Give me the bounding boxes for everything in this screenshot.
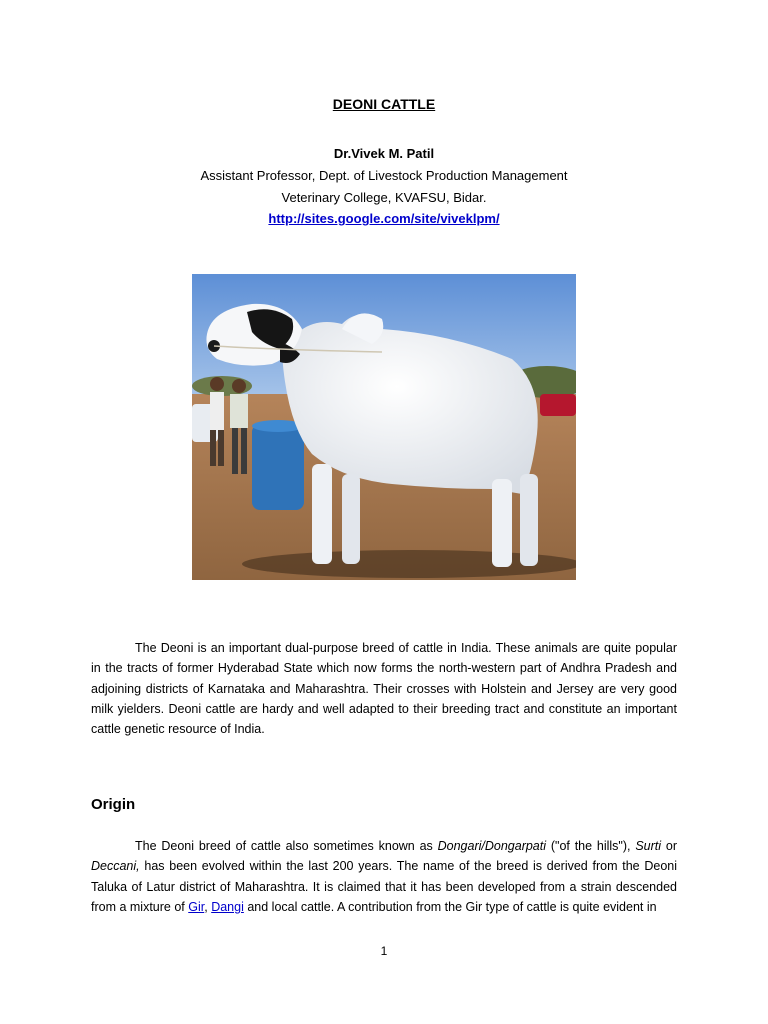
- page-number: 1: [380, 944, 388, 958]
- origin-paragraph: [91, 836, 677, 917]
- origin-text-2: ("of the hills"),: [546, 839, 636, 853]
- deoni-bull-photo: [192, 274, 576, 580]
- author-institution: Veterinary College, KVAFSU, Bidar.: [281, 190, 487, 205]
- author-url-link[interactable]: http://sites.google.com/site/viveklpm/: [268, 211, 500, 226]
- alt-name-surti: Surti: [635, 839, 662, 853]
- intro-paragraph: [91, 638, 677, 739]
- alt-name-dongari: Dongari/Dongarpati: [437, 839, 547, 853]
- origin-text-1: The Deoni breed of cattle also sometimes known as: [135, 839, 438, 853]
- intro-paragraph-text: The Deoni is an important dual-purpose breed of cattle in India. These animals are quite popular in the tracts of former Hyderabad State which now forms the north-western part of Andhra Pradesh and adjoining districts of Karnataka and Maharashtra. Their crosses with Holstein and Jersey are very good milk yielders. Deoni cattle are hardy and well adapted to their breeding tract and constitute an important cattle genetic resource of India.: [91, 641, 677, 737]
- origin-text-4: has been evolved within the last 200 years. The name of the breed is derived from the Deoni Taluka of Latur district of Maharashtra. It is claimed that it has been developed from a strain descended from a mixture of: [91, 859, 677, 914]
- gir-link[interactable]: Gir: [188, 899, 205, 914]
- dangi-link[interactable]: Dangi: [211, 899, 244, 914]
- document-title: DEONI CATTLE: [332, 96, 436, 112]
- author-url-line: [0, 211, 768, 226]
- origin-heading: Origin: [91, 796, 136, 813]
- alt-name-deccani: Deccani,: [91, 859, 140, 874]
- origin-text-3: or: [661, 839, 677, 853]
- origin-text-6: and local cattle. A contribution from the Gir type of cattle is quite evident in: [243, 899, 657, 914]
- author-position: Assistant Professor, Dept. of Livestock Production Management: [200, 168, 568, 183]
- origin-text-5: ,: [204, 899, 212, 914]
- author-name: Dr.Vivek M. Patil: [333, 146, 435, 161]
